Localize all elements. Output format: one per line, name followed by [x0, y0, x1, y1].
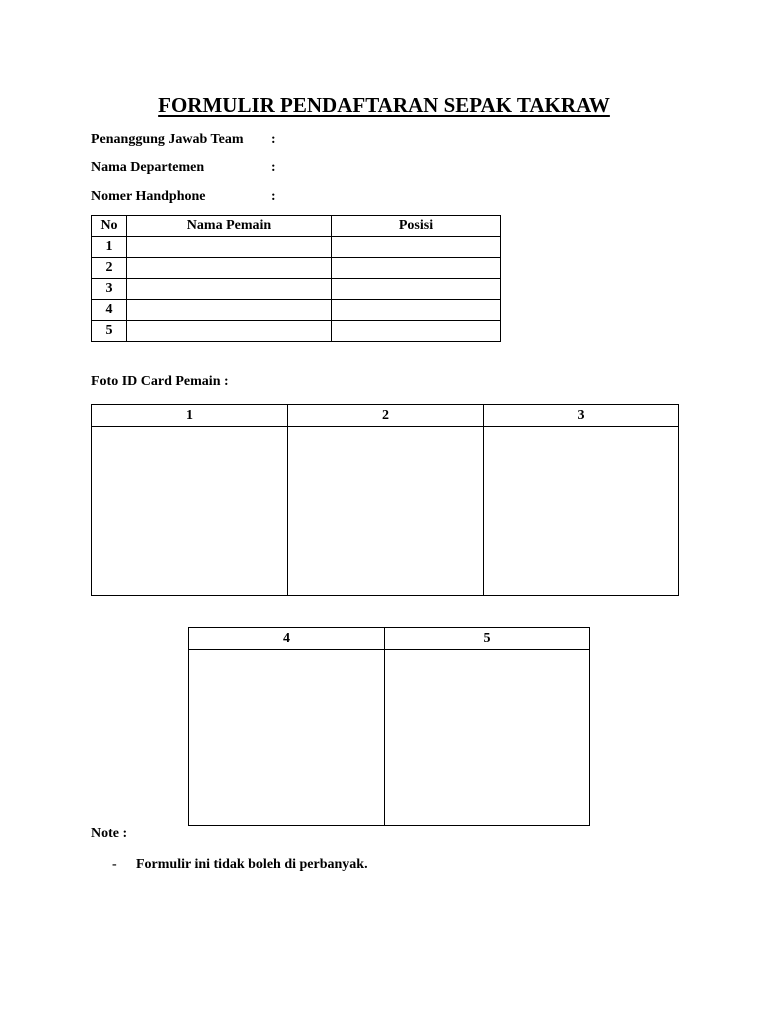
nama-pemain-cell[interactable]: [127, 237, 332, 258]
row-number: 3: [92, 279, 127, 300]
posisi-cell[interactable]: [332, 258, 501, 279]
table-row: [92, 300, 501, 321]
table-row: [92, 279, 501, 300]
posisi-cell[interactable]: [332, 237, 501, 258]
note-label: Note :: [91, 826, 128, 841]
field-colon: :: [271, 189, 276, 204]
posisi-cell[interactable]: [332, 279, 501, 300]
photo-number: 5: [385, 628, 590, 650]
table-row: [92, 321, 501, 342]
player-table: [91, 215, 501, 342]
nama-pemain-cell[interactable]: [127, 321, 332, 342]
photo-number: 3: [484, 405, 679, 427]
table-row: [92, 237, 501, 258]
field-label: Penanggung Jawab Team: [91, 132, 244, 147]
photo-section-label: Foto ID Card Pemain :: [91, 374, 229, 389]
photo-number: 1: [92, 405, 288, 427]
header-posisi: Posisi: [332, 216, 501, 237]
photo-box[interactable]: [189, 650, 385, 826]
photo-box[interactable]: [288, 427, 484, 596]
field-colon: :: [271, 160, 276, 175]
nama-pemain-cell[interactable]: [127, 258, 332, 279]
photo-box[interactable]: [484, 427, 679, 596]
posisi-cell[interactable]: [332, 300, 501, 321]
nama-pemain-cell[interactable]: [127, 279, 332, 300]
row-number: 5: [92, 321, 127, 342]
row-number: 4: [92, 300, 127, 321]
photo-box[interactable]: [385, 650, 590, 826]
header-nama-pemain: Nama Pemain: [127, 216, 332, 237]
photo-number: 4: [189, 628, 385, 650]
table-row: [92, 258, 501, 279]
nama-pemain-cell[interactable]: [127, 300, 332, 321]
note-text: Formulir ini tidak boleh di perbanyak.: [136, 857, 368, 872]
table-header-row: [92, 216, 501, 237]
page-title: FORMULIR PENDAFTARAN SEPAK TAKRAW: [158, 93, 610, 117]
field-label: Nomer Handphone: [91, 189, 206, 204]
note-bullet: -: [112, 857, 117, 872]
photo-table-row-2: [188, 627, 590, 826]
field-label: Nama Departemen: [91, 160, 205, 175]
posisi-cell[interactable]: [332, 321, 501, 342]
header-no: No: [92, 216, 127, 237]
photo-box[interactable]: [92, 427, 288, 596]
row-number: 2: [92, 258, 127, 279]
photo-table-row-1: [91, 404, 679, 596]
field-colon: :: [271, 132, 276, 147]
row-number: 1: [92, 237, 127, 258]
photo-number: 2: [288, 405, 484, 427]
